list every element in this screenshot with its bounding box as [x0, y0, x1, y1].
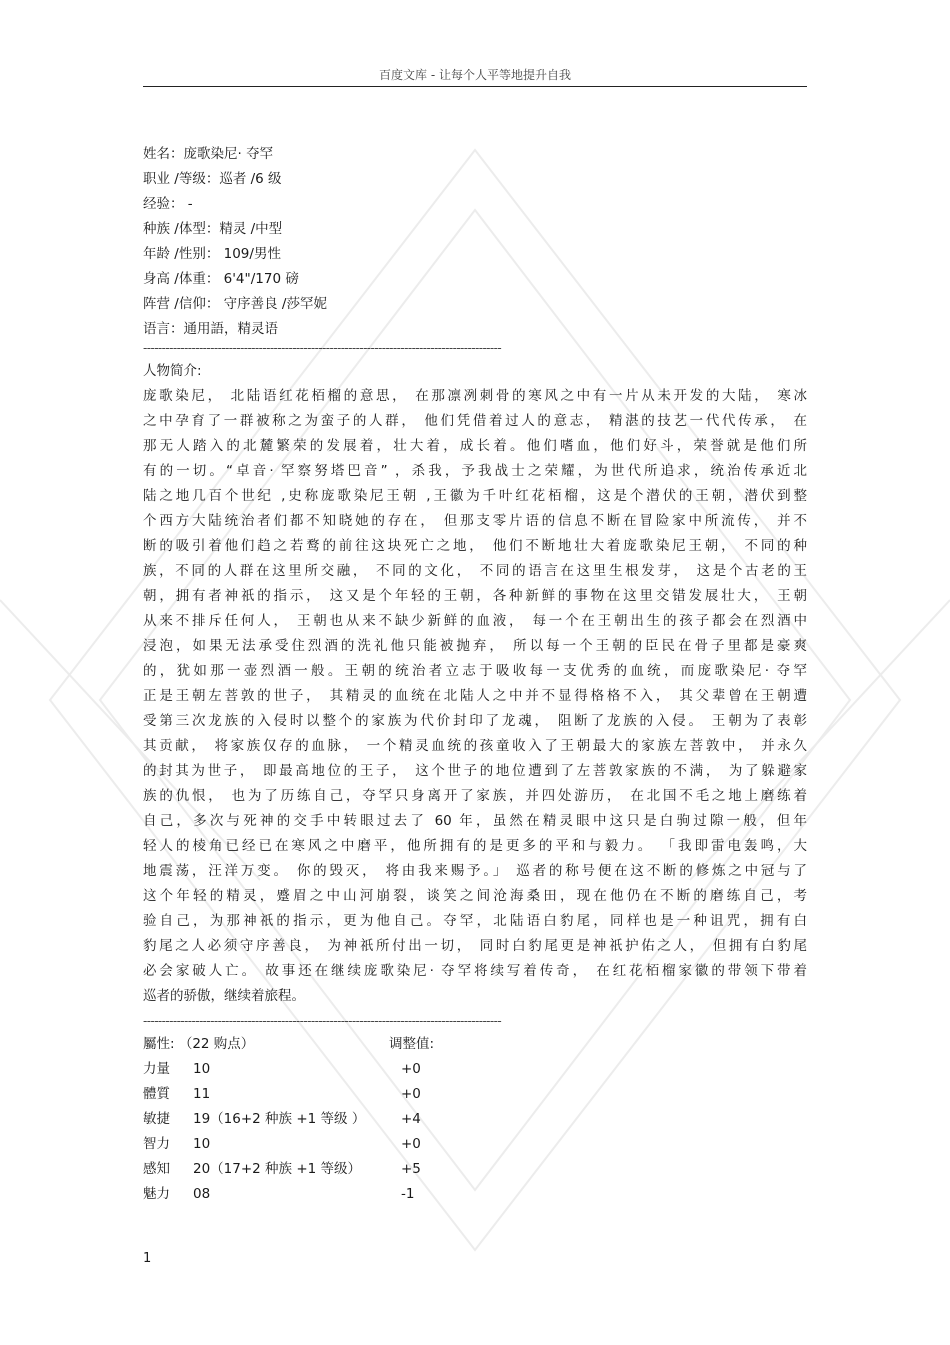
- attribute-value: 19（16+2 种族 +1 等级 ）: [193, 1111, 366, 1127]
- bio-line: 朝，拥有者神祇的指示， 这又是个年轻的王朝，各种新鲜的事物在这里交错发展壮大， 王朝: [143, 588, 807, 604]
- bio-line: 必会家破人亡。 故事还在继续庞歌染尼· 夺罕将续写着传奇， 在红花栢榴家徽的带领下带着: [143, 963, 807, 979]
- attribute-modifier: +0: [401, 1136, 421, 1152]
- attribute-value: 08: [193, 1186, 211, 1202]
- attribute-name: 敏捷: [143, 1111, 170, 1127]
- bio-line: 的封其为世子， 即最高地位的王子， 这个世子的地位遭到了左菩敦家族的不满， 为了躲避家: [143, 763, 807, 779]
- section-divider: ------------------------------------------------------------------------------------------------: [143, 342, 502, 354]
- bio-line: 自己，多次与死神的交手中转眼过去了 60 年，虽然在精灵眼中这只是白驹过隙一般，但年: [143, 813, 807, 829]
- bio-line: 其贡献， 将家族仅存的血脉， 一个精灵血统的孩童收入了王朝最大的家族左菩敦中， 并永久: [143, 738, 807, 754]
- attribute-row: [143, 1182, 807, 1207]
- bio-line: 巡者的骄傲，继续着旅程。: [143, 988, 305, 1004]
- attribute-modifier: -1: [401, 1186, 415, 1202]
- section-divider: ------------------------------------------------------------------------------------------------: [143, 1015, 502, 1027]
- attribute-value: 20（17+2 种族 +1 等级）: [193, 1161, 362, 1177]
- attribute-name: 魅力: [143, 1186, 170, 1202]
- bio-line: 正是王朝左菩敦的世子， 其精灵的血统在北陆人之中并不显得格格不入， 其父辈曾在王朝遭: [143, 688, 807, 704]
- header-rule: [143, 86, 807, 87]
- bio-line: 之中孕育了一群被称之为蛮子的人群， 他们凭借着过人的意志， 精湛的技艺一代代传承， 在: [143, 413, 807, 429]
- attribute-name: 智力: [143, 1136, 170, 1152]
- attribute-value: 10: [193, 1061, 211, 1077]
- attribute-name: 力量: [143, 1061, 170, 1077]
- profile-class-level: 职业 /等级：巡者 /6 级: [143, 171, 282, 187]
- document-body: [143, 142, 807, 1207]
- attribute-row: [143, 1157, 807, 1182]
- attribute-value: 11: [193, 1086, 211, 1102]
- attribute-row: [143, 1082, 807, 1107]
- attributes-label: 屬性: （22 购点）: [143, 1036, 255, 1052]
- bio-line: 陆之地几百个世纪 ,史称庞歌染尼王朝 ,王徽为千叶红花栢榴，这是个潜伏的王朝，潜伏到整: [143, 488, 807, 504]
- profile-race-size: 种族 /体型：精灵 /中型: [143, 221, 283, 237]
- bio-line: 地震荡，汪洋万变。 你的毁灭， 将由我来赐予。」 巡者的称号便在这不断的修炼之中冠与了: [143, 863, 807, 879]
- bio-line: 族，不同的人群在这里所交融， 不同的文化， 不同的语言在这里生根发芽， 这是个古老的王: [143, 563, 807, 579]
- attribute-modifier: +0: [401, 1061, 421, 1077]
- bio-line: 那无人踏入的北麓繁荣的发展着，壮大着，成长着。他们嗜血，他们好斗，荣誉就是他们所: [143, 438, 807, 454]
- profile-age-gender: 年龄 /性别： 109/男性: [143, 246, 281, 262]
- bio-line: 有的一切。“卓音· 罕察努塔巴音” ，杀我，予我战士之荣耀，为世代所追求，统治传承近北: [143, 463, 807, 479]
- attribute-modifier: +0: [401, 1086, 421, 1102]
- attribute-modifier: +5: [401, 1161, 421, 1177]
- bio-line: 族的仇恨， 也为了历练自己，夺罕只身离开了家族，并四处游历， 在北国不毛之地上磨练着: [143, 788, 807, 804]
- attributes-table: [143, 1032, 807, 1207]
- attribute-row: [143, 1107, 807, 1132]
- bio-line: 从来不排斥任何人， 王朝也从来不缺少新鲜的血液， 每一个在王朝出生的孩子都会在烈酒中: [143, 613, 807, 629]
- bio-paragraph: [143, 384, 807, 1009]
- bio-line: 的，犹如那一壶烈酒一般。王朝的统治者立志于吸收每一支优秀的血统，而庞歌染尼· 夺罕: [143, 663, 807, 679]
- attributes-header: [143, 1032, 807, 1057]
- attribute-modifier: +4: [401, 1111, 421, 1127]
- attribute-name: 感知: [143, 1161, 170, 1177]
- bio-title: 人物简介:: [143, 363, 202, 379]
- profile-name: 姓名：庞歌染尼· 夺罕: [143, 146, 274, 162]
- attribute-value: 10: [193, 1136, 211, 1152]
- profile-experience: 经验： -: [143, 196, 193, 212]
- profile-alignment-faith: 阵营 /信仰： 守序善良 /莎罕妮: [143, 296, 327, 312]
- profile-languages: 语言：通用語，精灵语: [143, 321, 278, 337]
- bio-line: 验自己，为那神祇的指示，更为他自己。夺罕，北陆语白豹尾，同样也是一种诅咒，拥有白: [143, 913, 807, 929]
- profile-section: [143, 142, 807, 342]
- page-number: 1: [143, 1251, 152, 1266]
- bio-line: 浸泡，如果无法承受住烈酒的洗礼他只能被抛弃， 所以每一个王朝的臣民在骨子里都是豪爽: [143, 638, 807, 654]
- bio-line: 豹尾之人必须守序善良， 为神祇所付出一切， 同时白豹尾更是神祇护佑之人， 但拥有白豹尾: [143, 938, 807, 954]
- modifier-label: 调整值:: [389, 1036, 435, 1052]
- bio-line: 这个年轻的精灵，蹙眉之中山河崩裂，谈笑之间沧海桑田，现在他仍在不断的磨练自己，考: [143, 888, 807, 904]
- bio-line: 断的吸引着他们趋之若鹜的前往这块死亡之地， 他们不断地壮大着庞歌染尼王朝， 不同的种: [143, 538, 807, 554]
- attribute-name: 體質: [143, 1086, 170, 1102]
- bio-line: 轻人的棱角已经已在寒风之中磨平，他所拥有的是更多的平和与毅力。 「我即雷电轰鸣，大: [143, 838, 807, 854]
- page-header: 百度文库 - 让每个人平等地提升自我: [379, 68, 571, 82]
- bio-line: 受第三次龙族的入侵时以整个的家族为代价封印了龙魂， 阻断了龙族的入侵。 王朝为了表彰: [143, 713, 807, 729]
- profile-height-weight: 身高 /体重： 6'4"/170 磅: [143, 271, 299, 287]
- bio-line: 庞歌染尼， 北陆语红花栢榴的意思， 在那凛冽刺骨的寒风之中有一片从未开发的大陆， 寒冰: [143, 388, 807, 404]
- attribute-row: [143, 1132, 807, 1157]
- bio-line: 个西方大陆统治者们都不知晓她的存在， 但那支零片语的信息不断在冒险家中所流传， 并不: [143, 513, 807, 529]
- attribute-row: [143, 1057, 807, 1082]
